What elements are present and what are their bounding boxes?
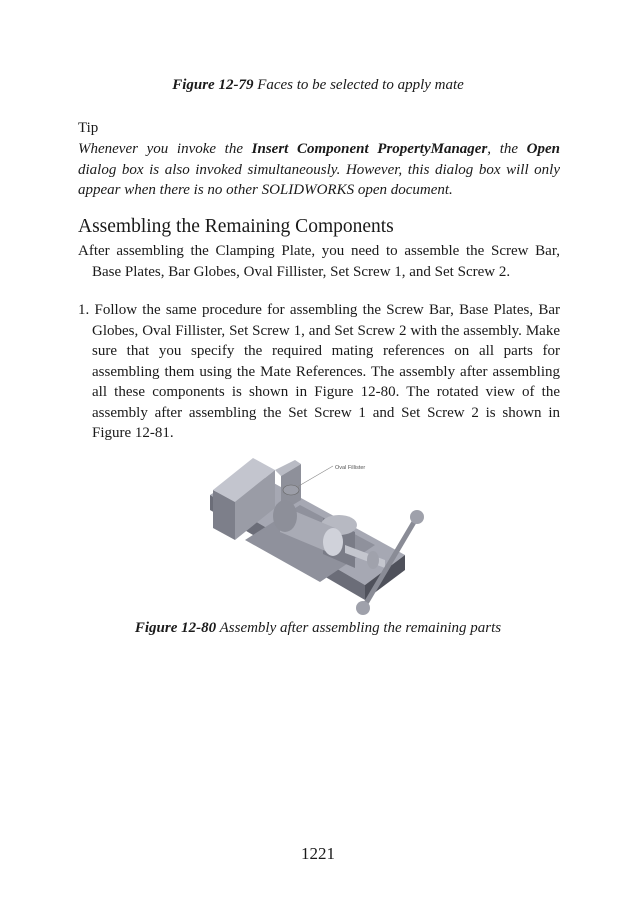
tip-label: Tip [78,120,99,136]
vise-assembly-illustration [205,450,440,620]
caption-text: Assembly after assembling the remaining parts [216,620,502,636]
tip-text [78,139,560,201]
section-heading: Assembling the Remaining Components [78,216,394,237]
intro-paragraph: After assembling the Clamping Plate, you need to assemble the Screw Bar, Base Plates, Bar Globes, Oval Fillister, Set Screw 1, and Set Screw 2. [78,243,560,280]
tip-text-bold1: Insert Component PropertyManager [251,141,488,157]
screw-collar [367,551,379,569]
callout-leader-line [297,466,333,487]
bar-globe-top [410,510,424,524]
tip-text-part3: dialog box is also invoked simultaneously. However, this dialog box will only appear when there is no other SOLIDWORKS open document. [78,161,560,198]
caption-label: Figure 12-79 [172,77,254,93]
figure-caption-12-80 [0,620,636,637]
movable-jaw-end [323,528,343,556]
caption-label: Figure 12-80 [134,620,217,636]
movable-jaw-rear [273,500,297,532]
figure-caption-12-79 [0,77,636,94]
page-number: 1221 [301,844,335,863]
tip-text-bold2: Open [526,141,560,157]
oval-fillister-callout: Oval Fillister [335,465,366,471]
bar-globe-bottom [356,601,370,615]
tip-text-part2: , the [487,141,527,157]
caption-text: Faces to be selected to apply mate [253,77,464,93]
oval-fillister-head [283,485,299,495]
step-1-paragraph: 1. Follow the same procedure for assembling the Screw Bar, Base Plates, Bar Globes, Oval Fillister, Set Screw 1, and Set Screw 2 with the assembly. Make sure that you specify the required mating references on all parts for assembling them using the Mate References. The assembly after assembling all these components is shown in Figure 12-80. The rotated view of the assembly after assembling the Set Screw 1 and Set Screw 2 is shown in Figure 12-81. [78,302,560,441]
tip-text-part1: Whenever you invoke the [78,141,252,157]
